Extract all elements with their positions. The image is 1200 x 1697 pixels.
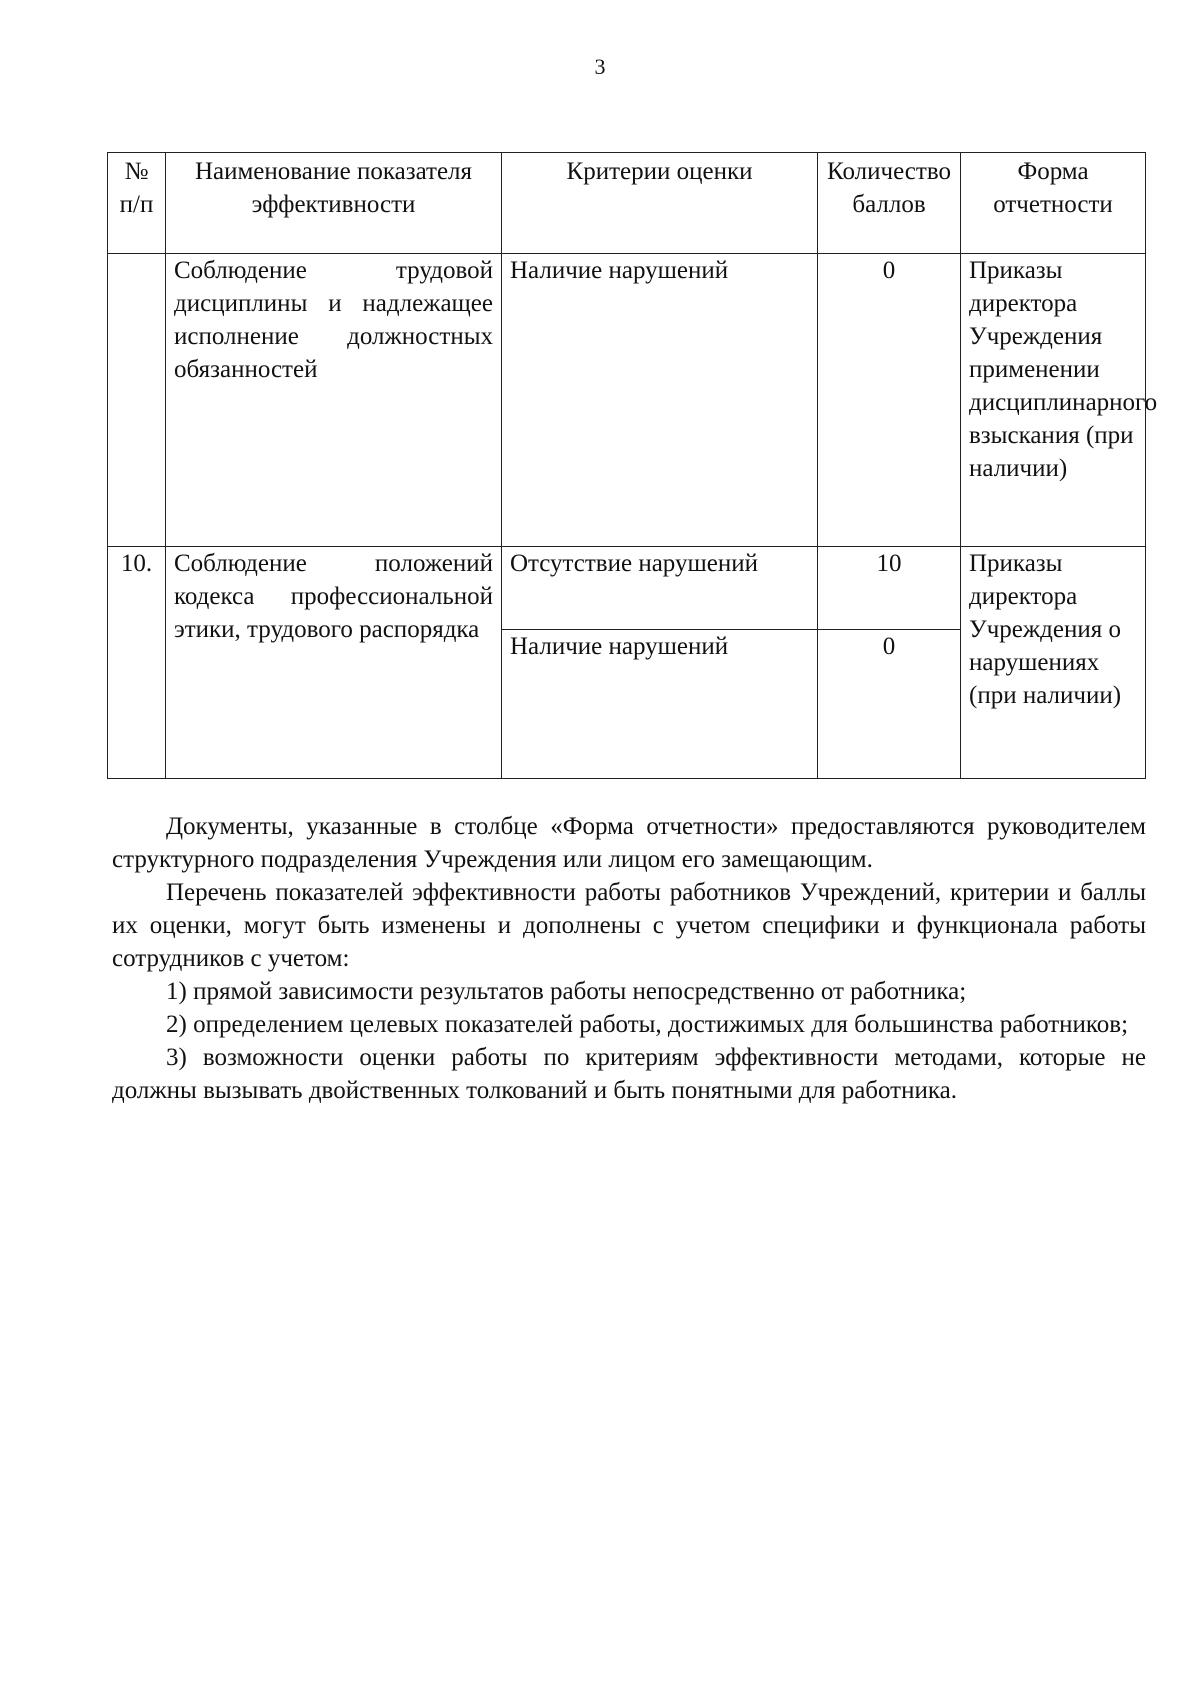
header-name: Наименование показателя эффективности	[166, 153, 502, 254]
paragraph: 2) определением целевых показателей работы, достижимых для большинства работников;	[166, 1011, 1129, 1038]
header-points: Количество баллов	[818, 153, 961, 254]
row-points: 10	[818, 547, 961, 630]
header-criteria: Критерии оценки	[502, 153, 818, 254]
header-num: № п/п	[108, 153, 166, 254]
row-criteria: Отсутствие нарушений	[502, 547, 818, 630]
row-points: 0	[818, 254, 961, 547]
page-number: 3	[594, 54, 606, 79]
criteria-table-container	[107, 152, 1158, 779]
row-name: Соблюдение положений кодекса профессиональной этики, трудового распорядка	[166, 547, 502, 779]
paragraph: Перечень показателей эффективности работы работников Учреждений, критерии и баллы их оценки, могут быть изменены и дополнены с учетом специфики и функционала работы сотрудников с учетом:	[112, 879, 1146, 972]
table-row	[108, 254, 1146, 547]
row-name: Соблюдение трудовой дисциплины и надлежащее исполнение должностных обязанностей	[166, 254, 502, 547]
table-header-row	[108, 153, 1146, 254]
row-num	[108, 254, 166, 547]
row-form: Приказы директора Учреждения о нарушениях (при наличии)	[961, 547, 1146, 779]
row-criteria: Наличие нарушений	[502, 630, 818, 779]
body-text	[112, 810, 1146, 1107]
paragraph: 1) прямой зависимости результатов работы непосредственно от работника;	[166, 978, 967, 1005]
paragraph: Документы, указанные в столбце «Форма отчетности» предоставляются руководителем структурного подразделения Учреждения или лицом его замещающим.	[112, 813, 1146, 873]
row-form: Приказы директора Учреждения применении дисциплинарного взыскания (при наличии)	[961, 254, 1146, 547]
row-num: 10.	[108, 547, 166, 779]
row-points: 0	[818, 630, 961, 779]
criteria-table	[107, 152, 1158, 779]
paragraph: 3) возможности оценки работы по критериям эффективности методами, которые не должны вызывать двойственных толкований и быть понятными для работника.	[112, 1044, 1146, 1104]
header-form: Форма отчетности	[961, 153, 1146, 254]
table-row	[108, 547, 1146, 630]
row-criteria: Наличие нарушений	[502, 254, 818, 547]
